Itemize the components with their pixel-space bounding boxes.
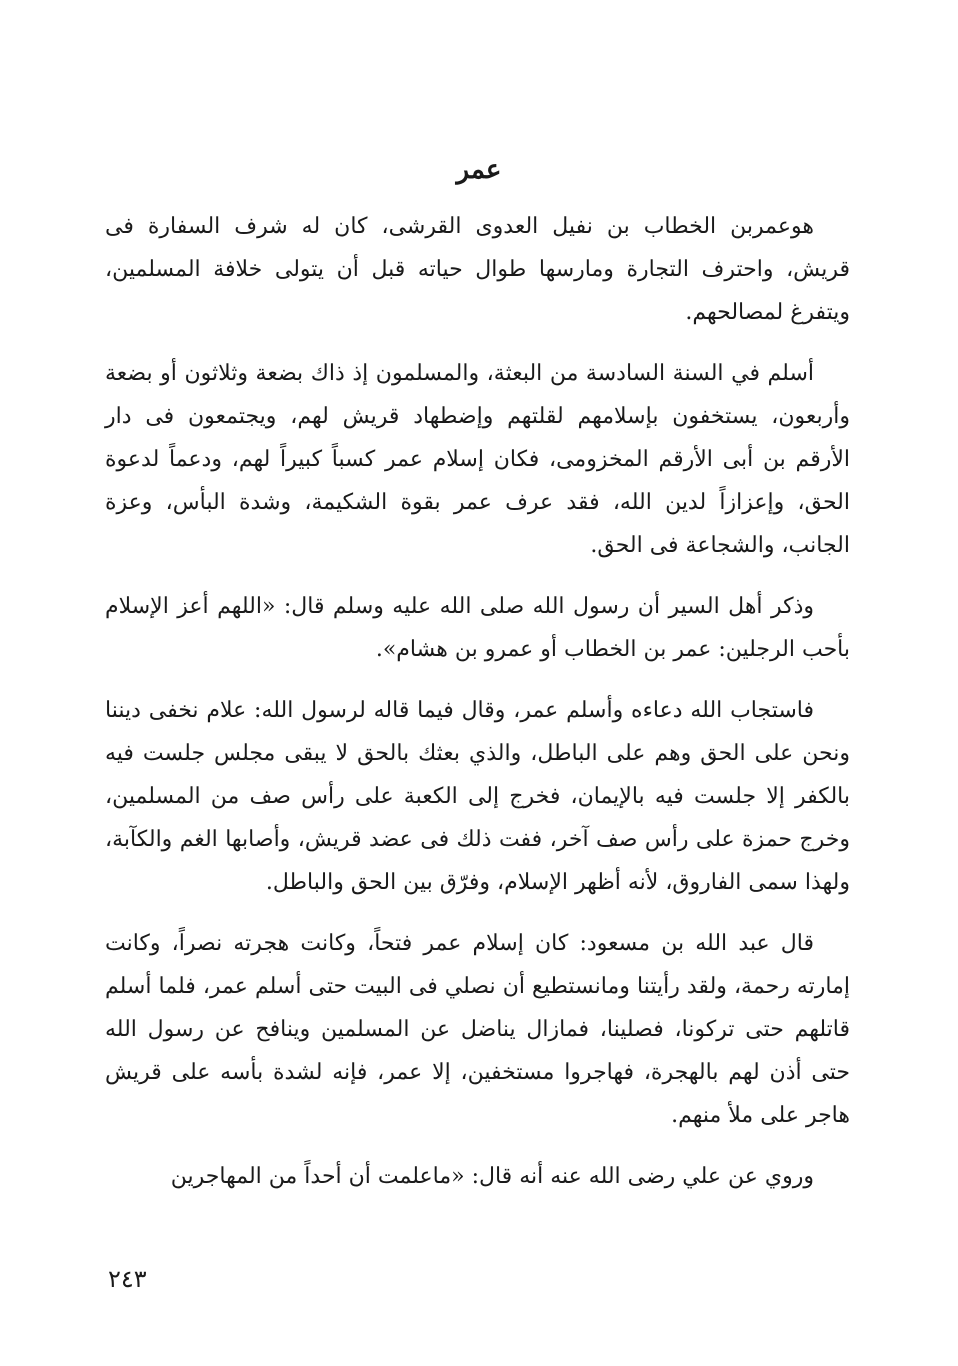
paragraph-3: وذكر أهل السير أن رسول الله صلى الله عليه وسلم قال: «اللهم أعز الإسلام بأحب الرجلين: عمر بن الخطاب أو عمرو بن هشام».	[105, 594, 850, 662]
paragraph-4: فاستجاب الله دعاءه وأسلم عمر، وقال فيما قاله لرسول الله: علام نخفى ديننا ونحن على الحق وهم على الباطل، والذي بعثك بالحق لا يبقى مجلس جلست فيه بالكفر إلا جلست فيه بالإيمان، فخرج إلى الكعبة على رأس صف من المسلمين، وخرج حمزة على رأس صف آخر، ففت ذلك فى عضد قريش، وأصابها الغم والكآبة، ولهذا سمى الفاروق، لأنه أظهر الإسلام، وفرّق بين الحق والباطل.	[105, 698, 850, 895]
page-number: ٢٤٣	[108, 1265, 147, 1293]
chapter-title: عمر	[456, 155, 502, 185]
paragraph-1: هوعمربن الخطاب بن نفيل العدوى القرشى، كان له شرف السفارة فى قريش، واحترف التجارة ومارسها طوال حياته قبل أن يتولى خلافة المسلمين، ويتفرغ لمصالحهم.	[105, 214, 850, 325]
paragraph-5: قال عبد الله بن مسعود: كان إسلام عمر فتحاً، وكانت هجرته نصراً، وكانت إمارته رحمة، ولقد رأيتنا ومانستطيع أن نصلي فى البيت حتى أسلم عمر، فلما أسلم قاتلهم حتى تركونا، فصلينا، فمازال يناضل عن المسلمين وينافح عن رسول الله حتى أذن لهم بالهجرة، فهاجروا مستخفين، إلا عمر، فإنه لشدة بأسه على قريش هاجر على ملأ منهم.	[105, 931, 850, 1128]
paragraph-6: وروي عن علي رضى الله عنه أنه قال: «ماعلمت أن أحداً من المهاجرين	[170, 1164, 814, 1189]
paragraph-2: أسلم في السنة السادسة من البعثة، والمسلمون إذ ذاك بضعة وثلاثون أو بضعة وأربعون، يستخفون بإسلامهم لقلتهم وإضطهاد قريش لهم، ويجتمعون فى دار الأرقم بن أبى الأرقم المخزومى، فكان إسلام عمر كسباً كبيراً لهم، ودعماً لدعوة الحق، وإعزازاً لدين الله، فقد عرف عمر بقوة الشكيمة، وشدة البأس، وعزة الجانب، والشجاعة فى الحق.	[105, 361, 850, 558]
page-body	[105, 205, 850, 1216]
